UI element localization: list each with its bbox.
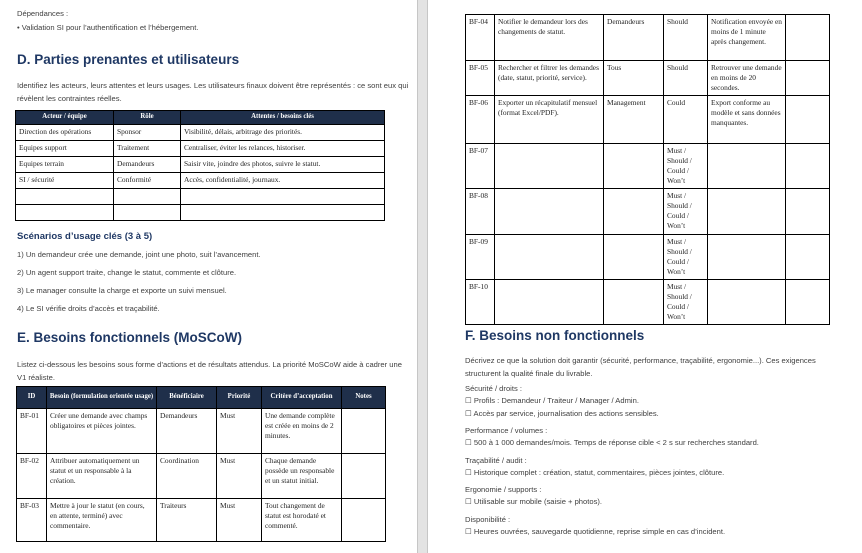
table-cell-priorite: Should [664, 15, 708, 61]
table-cell-notes [786, 280, 830, 325]
table-cell: Equipes terrain [16, 156, 114, 172]
table-row [466, 15, 830, 61]
dependencies-item: • Validation SI pour l’authentification et l’hébergement. [17, 23, 199, 32]
column-header: Besoin (formulation orientée usage) [47, 387, 157, 409]
table-cell-notes [786, 61, 830, 96]
table-cell-besoin: Notifier le demandeur lors des changements de statut. [495, 15, 604, 61]
table-cell-priorite: Could [664, 96, 708, 144]
table-cell-critere: Une demande complète est créée en moins de 2 minutes. [262, 409, 342, 454]
table-row [17, 499, 386, 542]
table-cell-priorite: Must / Should / Could / Won’t [664, 189, 708, 235]
scenario-item: 2) Un agent support traite, change le statut, commente et clôture. [17, 268, 237, 277]
requirement-group-label: Traçabilité / audit : [465, 455, 527, 465]
table-cell-beneficiaire: Demandeurs [157, 409, 217, 454]
table-row [16, 156, 385, 172]
requirement-checkbox-item: ☐ Historique complet : création, statut, commentaires, pièces jointes, clôture. [465, 467, 725, 477]
table-cell-besoin: Créer une demande avec champs obligatoires et pièces jointes. [47, 409, 157, 454]
table-cell-priorite: Must / Should / Could / Won’t [664, 235, 708, 280]
table-row-empty [16, 188, 385, 204]
section-f-title: F. Besoins non fonctionnels [465, 328, 645, 343]
table-cell-critere: Export conforme au modèle et sans données manquantes. [708, 96, 786, 144]
table-cell [114, 188, 181, 204]
scenario-item: 1) Un demandeur crée une demande, joint une photo, suit l’avancement. [17, 250, 261, 259]
table-cell-besoin: Attribuer automatiquement un statut et un responsable à la création. [47, 454, 157, 499]
table-cell-critere [708, 189, 786, 235]
table-cell: Centraliser, éviter les relances, historiser. [181, 140, 385, 156]
section-e-title: E. Besoins fonctionnels (MoSCoW) [17, 330, 242, 345]
table-row-empty [16, 204, 385, 220]
table-cell-beneficiaire: Tous [604, 61, 664, 96]
table-cell-beneficiaire: Traiteurs [157, 499, 217, 542]
table-cell-beneficiaire: Management [604, 96, 664, 144]
table-cell-id: BF-05 [466, 61, 495, 96]
table-cell-notes [342, 409, 386, 454]
table-cell: Conformité [114, 172, 181, 188]
table-cell: Saisir vite, joindre des photos, suivre le statut. [181, 156, 385, 172]
section-f-intro: Décrivez ce que la solution doit garantir (sécurité, performance, traçabilité, ergonomie...). Ces exigences structurent la qualité finale du livrable. [465, 356, 816, 378]
scenario-item: 4) Le SI vérifie droits d’accès et traçabilité. [17, 304, 160, 313]
table-cell-id: BF-08 [466, 189, 495, 235]
table-cell-besoin: Mettre à jour le statut (en cours, en attente, terminé) avec commentaire. [47, 499, 157, 542]
requirement-group-label: Performance / volumes : [465, 426, 548, 435]
column-header: Notes [342, 387, 386, 409]
table-cell-beneficiaire: Coordination [157, 454, 217, 499]
table-cell-critere: Notification envoyée en moins de 1 minute après changement. [708, 15, 786, 61]
column-header: Acteur / équipe [16, 111, 114, 125]
table-cell [181, 188, 385, 204]
table-cell-id: BF-03 [17, 499, 47, 542]
table-cell-id: BF-06 [466, 96, 495, 144]
table-cell-notes [342, 499, 386, 542]
page-gap [417, 0, 428, 553]
table-cell-id: BF-10 [466, 280, 495, 325]
table-cell-id: BF-07 [466, 144, 495, 189]
column-header: Bénéficiaire [157, 387, 217, 409]
table-cell [16, 204, 114, 220]
table-cell-notes [786, 144, 830, 189]
table-cell-besoin [495, 280, 604, 325]
requirement-checkbox-item: ☐ Utilisable sur mobile (saisie + photos). [465, 497, 603, 506]
table-cell-notes [342, 454, 386, 499]
moscow-table-left [16, 386, 386, 542]
table-cell-besoin [495, 235, 604, 280]
table-cell-beneficiaire [604, 189, 664, 235]
table-row [17, 454, 386, 499]
table-cell-critere [708, 235, 786, 280]
table-cell: Traitement [114, 140, 181, 156]
table-cell: Accès, confidentialité, journaux. [181, 172, 385, 188]
table-cell-besoin [495, 189, 604, 235]
table-row [16, 124, 385, 140]
table-cell-beneficiaire [604, 280, 664, 325]
table-cell-id: BF-09 [466, 235, 495, 280]
table-cell: Direction des opérations [16, 124, 114, 140]
requirement-group [465, 425, 855, 450]
requirement-group-label: Disponibilité : [465, 514, 511, 524]
table-cell-critere [708, 280, 786, 325]
table-cell-id: BF-01 [17, 409, 47, 454]
table-cell-besoin: Exporter un récapitulatif mensuel (format Excel/PDF). [495, 96, 604, 144]
section-e-intro: Listez ci-dessous les besoins sous forme d’actions et de résultats attendus. La priorité MoSCoW aide à cadrer une V1 réaliste. [17, 360, 402, 382]
table-cell [114, 204, 181, 220]
table-cell-notes [786, 96, 830, 144]
requirement-checkbox-item: ☐ Accès par service, journalisation des actions sensibles. [465, 408, 659, 418]
table-cell: Equipes support [16, 140, 114, 156]
table-cell-besoin: Rechercher et filtrer les demandes (date, statut, priorité, service). [495, 61, 604, 96]
table-cell: Demandeurs [114, 156, 181, 172]
table-cell-beneficiaire [604, 235, 664, 280]
scenarios-title: Scénarios d’usage clés (3 à 5) [17, 231, 153, 242]
table-row [16, 140, 385, 156]
table-cell-priorite: Must [217, 454, 262, 499]
section-d-title: D. Parties prenantes et utilisateurs [17, 52, 240, 67]
table-cell-critere: Retrouver une demande en moins de 20 secondes. [708, 61, 786, 96]
document-page-left [0, 0, 417, 553]
column-header: ID [17, 387, 47, 409]
dependencies-label: Dépendances : [17, 9, 69, 18]
document-page-right [428, 0, 862, 553]
requirement-group-label: Ergonomie / supports : [465, 485, 542, 494]
requirement-group [465, 484, 855, 509]
column-header: Rôle [114, 111, 181, 125]
table-row-empty [466, 235, 830, 280]
section-f-requirements [465, 383, 855, 543]
table-cell: Visibilité, délais, arbitrage des priorités. [181, 124, 385, 140]
requirement-group-label: Sécurité / droits : [465, 384, 522, 393]
table-cell-critere: Tout changement de statut est horodaté et commenté. [262, 499, 342, 542]
table-cell-beneficiaire [604, 144, 664, 189]
table-cell-priorite: Must [217, 409, 262, 454]
table-row-empty [466, 144, 830, 189]
requirement-checkbox-item: ☐ Heures ouvrées, sauvegarde quotidienne, reprise simple en cas d’incident. [465, 526, 726, 536]
column-header: Attentes / besoins clés [181, 111, 385, 125]
table-cell [16, 188, 114, 204]
column-header: Priorité [217, 387, 262, 409]
table-cell-priorite: Should [664, 61, 708, 96]
requirement-checkbox-item: ☐ Profils : Demandeur / Traiteur / Manager / Admin. [465, 396, 639, 405]
table-row-empty [466, 189, 830, 235]
section-d-intro: Identifiez les acteurs, leurs attentes et leurs usages. Les utilisateurs finaux doivent être représentés : ce sont eux qui révèlent les contraintes réelles. [17, 81, 409, 103]
table-cell-id: BF-04 [466, 15, 495, 61]
table-header-row [17, 387, 386, 409]
table-row [16, 172, 385, 188]
table-row-empty [466, 280, 830, 325]
table-cell-priorite: Must / Should / Could / Won’t [664, 144, 708, 189]
table-cell-besoin [495, 144, 604, 189]
table-cell-priorite: Must [217, 499, 262, 542]
table-cell-notes [786, 189, 830, 235]
table-row [17, 409, 386, 454]
table-header-row [16, 111, 385, 125]
requirement-group [465, 455, 855, 480]
table-cell-notes [786, 15, 830, 61]
moscow-table-right [465, 14, 830, 325]
table-cell-notes [786, 235, 830, 280]
requirement-group [465, 514, 855, 539]
table-cell: Sponsor [114, 124, 181, 140]
table-cell [181, 204, 385, 220]
table-row [466, 96, 830, 144]
requirement-checkbox-item: ☐ 500 à 1 000 demandes/mois. Temps de réponse cible < 2 s sur recherches standard. [465, 438, 759, 447]
table-cell: SI / sécurité [16, 172, 114, 188]
table-cell-id: BF-02 [17, 454, 47, 499]
scenario-item: 3) Le manager consulte la charge et exporte un suivi mensuel. [17, 286, 227, 295]
column-header: Critère d’acceptation [262, 387, 342, 409]
table-cell-critere: Chaque demande possède un responsable et un statut initial. [262, 454, 342, 499]
table-row [466, 61, 830, 96]
table-cell-priorite: Must / Should / Could / Won’t [664, 280, 708, 325]
stakeholder-table [15, 110, 385, 221]
requirement-group [465, 383, 855, 420]
table-cell-beneficiaire: Demandeurs [604, 15, 664, 61]
table-cell-critere [708, 144, 786, 189]
